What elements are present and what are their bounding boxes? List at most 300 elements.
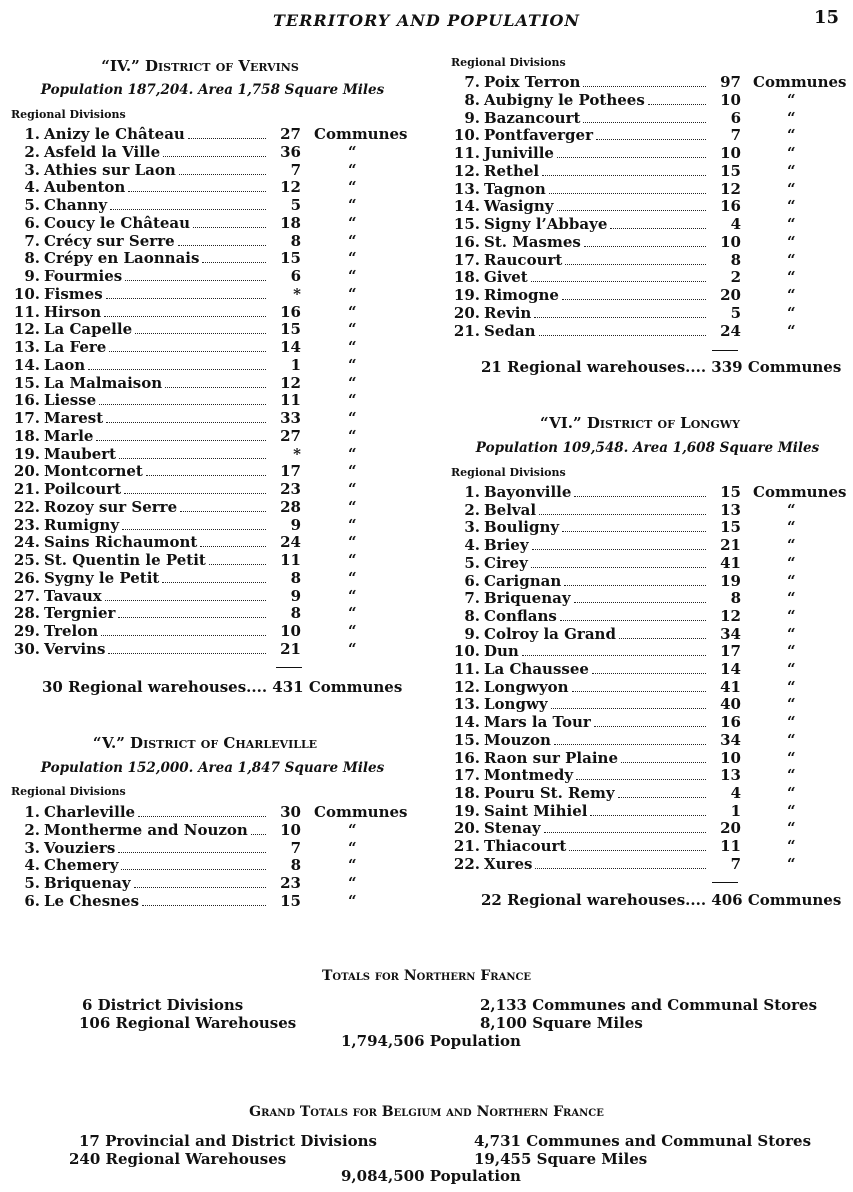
item-count: 12	[720, 606, 741, 625]
list-item	[10, 125, 414, 143]
leader-dots	[108, 640, 266, 654]
item-number: 19.	[453, 801, 480, 820]
item-name: Hirson	[44, 302, 102, 321]
unit-label: Communes	[753, 73, 847, 91]
item-number: 4.	[24, 178, 40, 197]
leader-dots	[522, 642, 706, 656]
item-name: Laon	[44, 355, 86, 374]
list-item	[10, 232, 414, 250]
item-number: 17.	[453, 250, 480, 269]
item-name: La Chaussee	[484, 660, 589, 678]
item-number: 7.	[24, 231, 40, 250]
district-vi-total: 22 Regional warehouses.... 406 Communes	[481, 891, 842, 909]
district-v-col-label: Regional Divisions	[11, 785, 126, 798]
item-count: 12	[720, 179, 741, 198]
item-name: Bayonville	[484, 483, 572, 501]
list-item	[450, 784, 853, 802]
item-name: Bazancourt	[484, 108, 581, 127]
item-name: Poilcourt	[44, 480, 122, 498]
item-name: Montcornet	[44, 462, 143, 481]
item-name: Liesse	[44, 391, 97, 410]
leader-dots	[146, 462, 266, 476]
item-name: Briquenay	[484, 589, 571, 608]
leader-dots	[135, 320, 266, 334]
leader-dots	[542, 162, 706, 176]
item-name: Mars la Tour	[484, 713, 591, 732]
item-number: 8.	[464, 90, 480, 109]
item-name: Pouru St. Remy	[484, 783, 615, 802]
list-item	[450, 144, 853, 162]
ditto-mark: “	[348, 856, 357, 875]
district-iv-title: “IV.” District of Vervins	[101, 57, 299, 75]
item-number: 13.	[453, 695, 480, 714]
item-count: 8	[290, 568, 301, 587]
leader-dots	[163, 143, 266, 157]
item-number: 7.	[464, 589, 480, 608]
list-item	[450, 642, 853, 660]
item-number: 9.	[464, 108, 480, 127]
list-item	[10, 374, 414, 392]
item-name: Bouligny	[484, 518, 560, 537]
list-item	[10, 533, 414, 551]
item-number: 11.	[453, 144, 480, 162]
leader-dots	[549, 180, 706, 194]
item-count: 12	[280, 373, 301, 392]
ditto-mark: “	[348, 515, 357, 534]
list-item	[10, 803, 414, 821]
ditto-mark: “	[787, 801, 796, 820]
item-number: 2.	[24, 142, 40, 161]
list-item	[450, 660, 853, 678]
leader-dots	[539, 322, 706, 336]
totals-nf-right-1: 2,133 Communes and Communal Stores	[480, 996, 818, 1014]
ditto-mark: “	[787, 108, 796, 127]
list-item	[10, 161, 414, 179]
item-name: Vouziers	[44, 838, 116, 857]
item-count: 15	[280, 320, 301, 339]
leader-dots	[162, 569, 266, 583]
item-name: Belval	[484, 500, 537, 519]
item-name: Channy	[44, 196, 108, 214]
leader-dots	[128, 178, 266, 192]
list-item	[10, 516, 414, 534]
leader-dots	[534, 304, 706, 318]
item-count: 8	[290, 231, 301, 250]
item-name: Stenay	[484, 819, 541, 838]
item-name: Montherme and Nouzon	[44, 820, 248, 839]
item-name: Pontfaverger	[484, 126, 593, 145]
ditto-mark: “	[787, 90, 796, 109]
leader-dots	[531, 268, 706, 282]
leader-dots	[557, 144, 706, 158]
ditto-mark: “	[787, 748, 796, 767]
leader-dots	[165, 374, 266, 388]
item-number: 12.	[13, 320, 40, 339]
item-count: 15	[720, 518, 741, 537]
list-item	[10, 391, 414, 409]
item-number: 21.	[13, 480, 40, 498]
ditto-mark: “	[787, 215, 796, 233]
item-count: 12	[280, 178, 301, 197]
item-name: La Capelle	[44, 320, 133, 339]
item-number: 9.	[24, 267, 40, 285]
list-item	[450, 251, 853, 269]
leader-dots	[121, 856, 266, 870]
item-count: 14	[720, 660, 741, 678]
item-count: 15	[720, 483, 741, 501]
item-number: 1.	[24, 803, 40, 821]
leader-dots	[576, 766, 706, 780]
item-name: Saint Mihiel	[484, 801, 588, 820]
leader-dots	[125, 267, 266, 281]
ditto-mark: “	[348, 497, 357, 516]
district-v-title: “V.” District of Charleville	[92, 734, 318, 752]
item-name: Briey	[484, 536, 529, 555]
ditto-mark: “	[348, 586, 357, 605]
item-number: 13.	[453, 179, 480, 198]
leader-dots	[584, 233, 706, 247]
item-number: 26.	[13, 568, 40, 587]
unit-label: Communes	[314, 803, 408, 821]
ditto-mark: “	[348, 178, 357, 197]
ditto-mark: “	[787, 624, 796, 643]
list-item	[10, 839, 414, 857]
item-count: 7	[290, 160, 301, 179]
list-item	[10, 480, 414, 498]
item-count: 13	[720, 766, 741, 785]
ditto-mark: “	[348, 622, 357, 640]
list-item	[10, 551, 414, 569]
leader-dots	[610, 215, 706, 229]
list-item	[10, 821, 414, 839]
item-name: Asfeld la Ville	[44, 142, 161, 161]
item-number: 15.	[453, 215, 480, 233]
item-name: Fourmies	[44, 267, 123, 285]
ditto-mark: “	[787, 553, 796, 572]
item-number: 5.	[464, 553, 480, 572]
leader-dots	[118, 839, 266, 853]
ditto-mark: “	[787, 536, 796, 555]
leader-dots	[119, 445, 266, 459]
item-count: 34	[720, 624, 741, 643]
item-name: La Malmaison	[44, 373, 163, 392]
item-count: 8	[290, 856, 301, 875]
list-item	[450, 731, 853, 749]
ditto-mark: “	[348, 604, 357, 623]
totals-nf-right-2: 8,100 Square Miles	[480, 1014, 643, 1032]
district-iv-col-label: Regional Divisions	[11, 108, 126, 121]
leader-dots	[574, 483, 706, 497]
ditto-mark: “	[787, 303, 796, 322]
item-number: 23.	[13, 515, 40, 534]
item-count: 15	[280, 249, 301, 268]
leader-dots	[535, 855, 706, 869]
item-number: 13.	[13, 338, 40, 356]
district-iv-sum-rule	[276, 667, 302, 668]
item-number: 17.	[13, 409, 40, 427]
ditto-mark: “	[787, 642, 796, 661]
item-number: 19.	[453, 286, 480, 304]
item-number: 18.	[13, 426, 40, 445]
ditto-mark: “	[787, 144, 796, 162]
item-count: 30	[280, 803, 301, 821]
item-count: 24	[280, 533, 301, 552]
item-number: 1.	[464, 483, 480, 501]
list-item	[10, 267, 414, 285]
item-name: Sains Richaumont	[44, 533, 198, 552]
item-number: 14.	[13, 355, 40, 374]
leader-dots	[142, 892, 266, 906]
item-number: 22.	[453, 854, 480, 873]
district-v-col-label-cont: Regional Divisions	[451, 56, 566, 69]
leader-dots	[118, 604, 266, 618]
item-count: 17	[280, 462, 301, 481]
ditto-mark: “	[787, 500, 796, 519]
list-item	[10, 303, 414, 321]
leader-dots	[574, 589, 706, 603]
ditto-mark: “	[348, 302, 357, 321]
item-name: Wasigny	[484, 197, 554, 216]
item-count: 33	[280, 409, 301, 427]
item-number: 10.	[453, 126, 480, 145]
item-name: Sedan	[484, 321, 536, 340]
leader-dots	[551, 695, 706, 709]
ditto-mark: “	[787, 783, 796, 802]
item-name: Dun	[484, 642, 519, 661]
district-v-population: Population 152,000. Area 1,847 Square Miles	[40, 760, 385, 776]
item-count: 19	[720, 571, 741, 590]
ditto-mark: “	[787, 695, 796, 714]
leader-dots	[106, 409, 266, 423]
item-count: 36	[280, 142, 301, 161]
district-iv-population: Population 187,204. Area 1,758 Square Miles	[40, 82, 385, 98]
list-item	[10, 143, 414, 161]
district-vi-title: “VI.” District of Longwy	[540, 414, 740, 432]
leader-dots	[619, 625, 706, 639]
item-count: 28	[280, 497, 301, 516]
list-item	[450, 180, 853, 198]
list-item	[450, 713, 853, 731]
item-number: 15.	[13, 373, 40, 392]
district-vi-sum-rule	[712, 882, 738, 883]
item-name: Rimogne	[484, 286, 559, 304]
item-number: 3.	[24, 838, 40, 857]
list-item	[450, 233, 853, 251]
item-number: 3.	[464, 518, 480, 537]
list-item	[10, 338, 414, 356]
item-name: Crécy sur Serre	[44, 231, 175, 250]
item-name: Rozoy sur Serre	[44, 497, 178, 516]
item-name: La Fere	[44, 338, 107, 356]
item-count: 24	[720, 321, 741, 340]
ditto-mark: “	[787, 819, 796, 838]
item-name: Rumigny	[44, 515, 120, 534]
leader-dots	[193, 214, 266, 228]
page-number: 15	[813, 7, 839, 28]
leader-dots	[560, 607, 706, 621]
leader-dots	[96, 427, 266, 441]
list-item	[450, 625, 853, 643]
list-item	[10, 214, 414, 232]
list-item	[450, 678, 853, 696]
leader-dots	[122, 516, 266, 530]
item-count: 16	[280, 302, 301, 321]
list-item	[450, 749, 853, 767]
item-number: 19.	[13, 444, 40, 463]
ditto-mark: “	[348, 820, 357, 839]
list-item	[10, 892, 414, 910]
item-number: 8.	[464, 606, 480, 625]
list-item	[450, 126, 853, 144]
leader-dots	[202, 249, 266, 263]
item-number: 8.	[24, 249, 40, 268]
ditto-mark: “	[787, 713, 796, 732]
ditto-mark: “	[787, 126, 796, 145]
item-number: 6.	[464, 571, 480, 590]
grand-totals-population: 9,084,500 Population	[341, 1167, 521, 1185]
item-number: 4.	[464, 536, 480, 555]
item-name: Juniville	[484, 144, 554, 162]
item-count: 7	[290, 838, 301, 857]
item-number: 10.	[453, 642, 480, 661]
item-name: Marest	[44, 409, 104, 427]
list-item	[450, 215, 853, 233]
ditto-mark: “	[348, 838, 357, 857]
leader-dots	[564, 572, 706, 586]
item-count: 7	[730, 126, 741, 145]
grand-totals-left-2: 240 Regional Warehouses	[69, 1150, 287, 1168]
list-item	[10, 196, 414, 214]
item-name: Rethel	[484, 161, 540, 180]
ditto-mark: “	[348, 533, 357, 552]
item-name: St. Quentin le Petit	[44, 551, 206, 569]
item-number: 28.	[13, 604, 40, 623]
list-item	[10, 604, 414, 622]
item-count: 9	[290, 586, 301, 605]
item-name: Poix Terron	[484, 73, 581, 91]
list-item	[450, 554, 853, 572]
item-number: 10.	[13, 284, 40, 303]
item-name: Tavaux	[44, 586, 102, 605]
item-name: Signy l’Abbaye	[484, 215, 608, 233]
district-vi-col-label: Regional Divisions	[451, 466, 566, 479]
item-count: 21	[720, 536, 741, 555]
item-number: 21.	[453, 321, 480, 340]
leader-dots	[590, 802, 706, 816]
item-count: 23	[280, 480, 301, 498]
ditto-mark: “	[348, 249, 357, 268]
item-name: Tergnier	[44, 604, 116, 623]
ditto-mark: “	[787, 518, 796, 537]
unit-label: Communes	[753, 483, 847, 501]
leader-dots	[592, 660, 706, 674]
item-name: Cirey	[484, 553, 528, 572]
item-count: 10	[720, 144, 741, 162]
item-number: 25.	[13, 551, 40, 569]
list-item	[450, 501, 853, 519]
item-name: Athies sur Laon	[44, 160, 176, 179]
item-name: Vervins	[44, 639, 106, 658]
leader-dots	[565, 251, 706, 265]
item-name: Colroy la Grand	[484, 624, 616, 643]
item-count: 2	[730, 268, 741, 287]
ditto-mark: “	[348, 480, 357, 498]
list-item	[10, 569, 414, 587]
item-count: 27	[280, 125, 301, 143]
leader-dots	[532, 536, 706, 550]
item-number: 16.	[13, 391, 40, 410]
leader-dots	[618, 784, 706, 798]
item-number: 11.	[453, 660, 480, 678]
district-v-sum-rule	[712, 350, 738, 351]
ditto-mark: “	[787, 837, 796, 855]
item-count: 14	[280, 338, 301, 356]
ditto-mark: “	[787, 197, 796, 216]
ditto-mark: “	[787, 286, 796, 304]
ditto-mark: “	[787, 250, 796, 269]
list-item	[10, 874, 414, 892]
running-header: TERRITORY AND POPULATION	[273, 11, 580, 30]
list-item	[450, 73, 853, 91]
unit-label: Communes	[314, 125, 408, 143]
item-count: 13	[720, 500, 741, 519]
item-name: Charleville	[44, 803, 136, 821]
item-count: 5	[730, 303, 741, 322]
item-count: 6	[730, 108, 741, 127]
item-name: Le Chesnes	[44, 891, 140, 910]
ditto-mark: “	[787, 660, 796, 678]
item-count: *	[293, 444, 301, 463]
ditto-mark: “	[348, 142, 357, 161]
ditto-mark: “	[348, 391, 357, 410]
item-count: 8	[730, 589, 741, 608]
list-item	[450, 109, 853, 127]
leader-dots	[179, 161, 266, 175]
item-count: 41	[720, 553, 741, 572]
item-count: 5	[290, 196, 301, 214]
item-name: Marle	[44, 426, 94, 445]
item-count: 10	[280, 622, 301, 640]
item-name: Fismes	[44, 284, 103, 303]
list-item	[450, 162, 853, 180]
item-name: St. Masmes	[484, 232, 581, 251]
item-number: 5.	[24, 874, 40, 892]
item-count: 7	[730, 854, 741, 873]
leader-dots	[648, 91, 706, 105]
ditto-mark: “	[787, 232, 796, 251]
item-number: 9.	[464, 624, 480, 643]
item-count: *	[293, 284, 301, 303]
ditto-mark: “	[787, 766, 796, 785]
list-item	[450, 855, 853, 873]
item-count: 97	[720, 73, 741, 91]
item-number: 11.	[13, 302, 40, 321]
leader-dots	[594, 713, 706, 727]
list-item	[450, 304, 853, 322]
ditto-mark: “	[348, 284, 357, 303]
list-item	[450, 819, 853, 837]
item-count: 21	[280, 639, 301, 658]
item-number: 5.	[24, 196, 40, 214]
leader-dots	[583, 109, 706, 123]
item-number: 27.	[13, 586, 40, 605]
leader-dots	[105, 587, 266, 601]
list-item	[450, 766, 853, 784]
ditto-mark: “	[787, 589, 796, 608]
ditto-mark: “	[348, 462, 357, 481]
item-count: 20	[720, 819, 741, 838]
leader-dots	[554, 731, 706, 745]
